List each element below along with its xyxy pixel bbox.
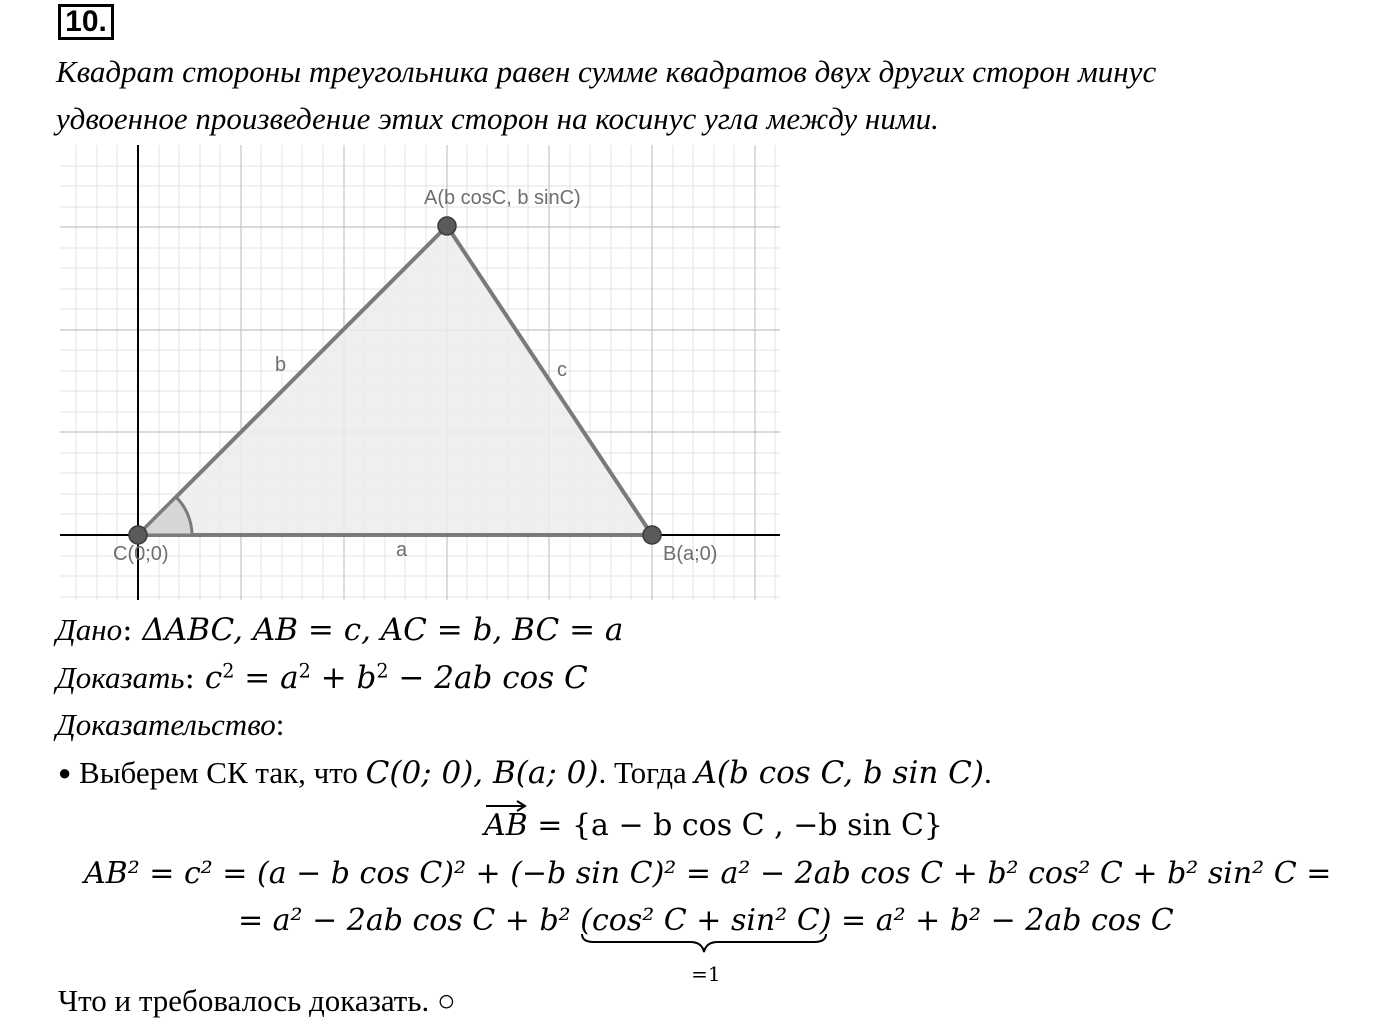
triangle-figure	[0, 0, 800, 610]
brace-note: =1	[691, 962, 721, 986]
prove-rhs-a-exp: 2	[298, 659, 311, 683]
proof-label: Доказательство	[56, 707, 276, 742]
equation-line-3	[238, 903, 1174, 986]
given-text: ΔABC, AB = c, AC = b, BC = a	[142, 612, 624, 648]
point-b-label: B(a;0)	[663, 543, 718, 565]
given-line: Дано: ΔABC, AB = c, AC = b, BC = a	[56, 612, 624, 648]
proof-step-1	[58, 755, 992, 791]
vector-arrow-icon	[484, 798, 530, 812]
step-1-coords: C(0; 0), B(a; 0)	[365, 755, 599, 791]
underbrace-icon	[580, 932, 828, 954]
prove-rhs-a: a	[280, 660, 299, 696]
prove-line: Доказать: $c^2 = a^2 + b^2 - 2ab$ cos C	[56, 659, 588, 696]
theorem-statement-line-2: удвоенное произведение этих сторон на косинус угла между ними.	[56, 101, 939, 136]
vector-ab-value: = {a − b cos C , −b sin C}	[537, 808, 943, 843]
trig-identity-group	[580, 903, 832, 986]
prove-label: Доказать	[56, 660, 185, 695]
line-3-pre: = a² − 2ab cos C + b²	[238, 903, 571, 938]
problem-number: 10.	[58, 4, 114, 40]
given-label: Дано	[56, 612, 123, 647]
conclusion-line	[58, 983, 456, 1019]
point-a	[438, 217, 456, 235]
proof-heading: Доказательство:	[56, 707, 285, 742]
line-3-brace-content: (cos² C + sin² C)	[580, 903, 832, 938]
line-3-post: = a² + b² − 2ab cos C	[841, 903, 1174, 938]
end-of-proof-icon: ○	[437, 983, 456, 1018]
prove-rhs-b-exp: 2	[376, 659, 389, 683]
point-c	[129, 526, 147, 544]
side-a-label: a	[396, 539, 408, 561]
prove-lhs: c	[204, 660, 223, 696]
prove-rhs-tail: 2ab cos C	[434, 660, 588, 696]
point-c-label: C(0;0)	[113, 543, 169, 565]
step-1-point-a: A(b cos C, b sin C)	[694, 755, 984, 791]
step-1-then: . Тогда	[598, 755, 687, 790]
side-b-label: b	[275, 354, 287, 376]
point-b	[643, 526, 661, 544]
step-1-end: .	[984, 755, 992, 790]
prove-rhs-b: b	[356, 660, 377, 696]
theorem-statement-line-1: Квадрат стороны треугольника равен сумме квадратов двух других сторон минус	[56, 54, 1157, 89]
bullet-icon: ●	[58, 760, 72, 785]
prove-lhs-exp: 2	[222, 659, 235, 683]
side-c-label: c	[557, 359, 567, 381]
step-1-text: Выберем СК так, что	[79, 755, 358, 790]
conclusion-text: Что и требовалось доказать.	[58, 983, 430, 1018]
vector-ab-line	[484, 808, 943, 843]
equation-line-2: AB² = c² = (a − b cos C)² + (−b sin C)² = a² − 2ab cos C + b² cos² C + b² sin² C =	[84, 856, 1332, 891]
triangle-abc	[138, 226, 652, 535]
vector-ab-name: AB	[484, 808, 528, 843]
point-a-label: A(b cosC, b sinC)	[424, 187, 581, 209]
